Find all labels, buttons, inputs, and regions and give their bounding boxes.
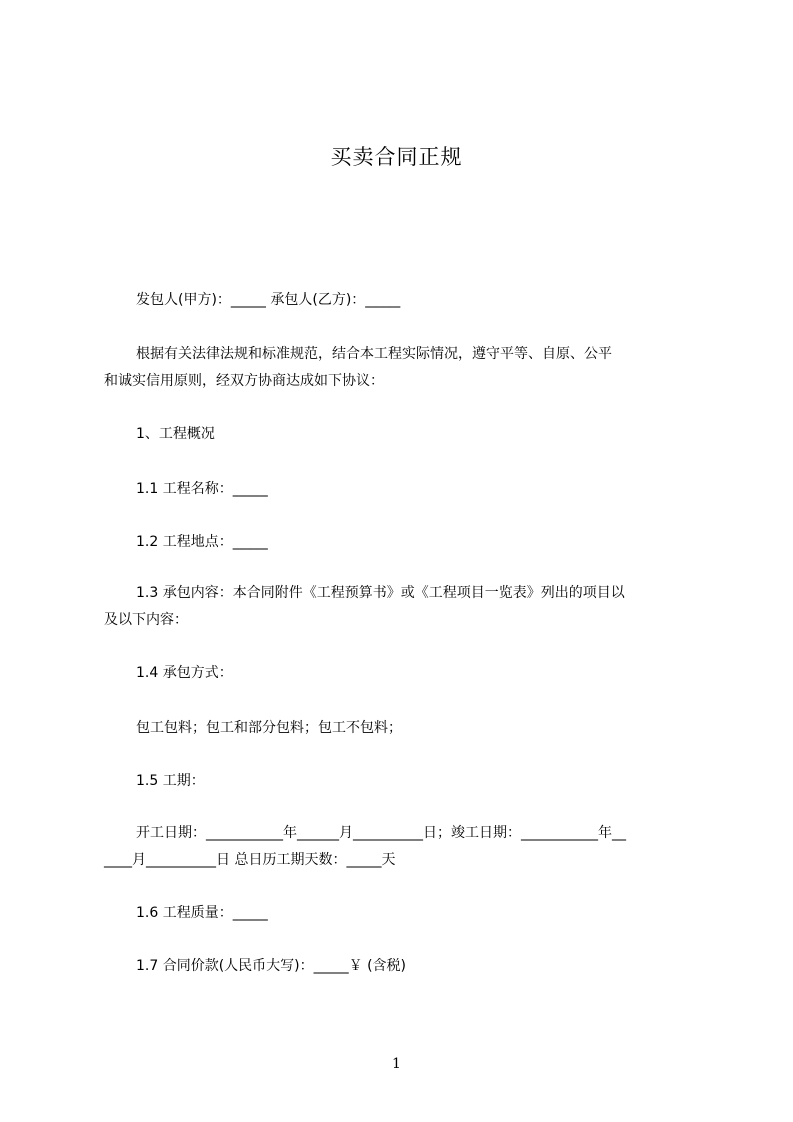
item-1-4-contract-mode: 1.4 承包方式： (136, 665, 233, 681)
item-1-6-quality: 1.6 工程质量：_____ (136, 905, 268, 921)
schedule-dates-line-1: 开工日期：___________年______月__________日；竣工日期：___________年__ (136, 825, 626, 841)
item-1-3-contract-scope-line-2: 及以下内容： (104, 612, 188, 628)
page-number: 1 (392, 1056, 401, 1072)
item-1-2-project-location: 1.2 工程地点：_____ (136, 534, 268, 550)
contract-mode-options: 包工包料；包工和部分包料；包工不包料； (136, 720, 402, 736)
item-1-1-project-name: 1.1 工程名称：_____ (136, 481, 268, 497)
intro-paragraph-line-1: 根据有关法律法规和标准规范，结合本工程实际情况，遵守平等、自原、公平 (136, 346, 612, 362)
schedule-dates-line-2: ____月__________日 总日历工期天数：_____天 (104, 852, 396, 868)
item-1-3-contract-scope-line-1: 1.3 承包内容：本合同附件《工程预算书》或《工程项目一览表》列出的项目以 (136, 585, 625, 601)
intro-paragraph-line-2: 和诚实信用原则，经双方协商达成如下协议： (104, 373, 384, 389)
document-title: 买卖合同正规 (330, 145, 463, 169)
item-1-7-contract-price: 1.7 合同价款(人民币大写)：_____￥ (含税) (136, 958, 407, 974)
parties-line: 发包人(甲方)：_____ 承包人(乙方)：_____ (136, 292, 401, 308)
item-1-5-duration: 1.5 工期： (136, 773, 205, 789)
section-1-heading: 1、工程概况 (136, 426, 215, 442)
